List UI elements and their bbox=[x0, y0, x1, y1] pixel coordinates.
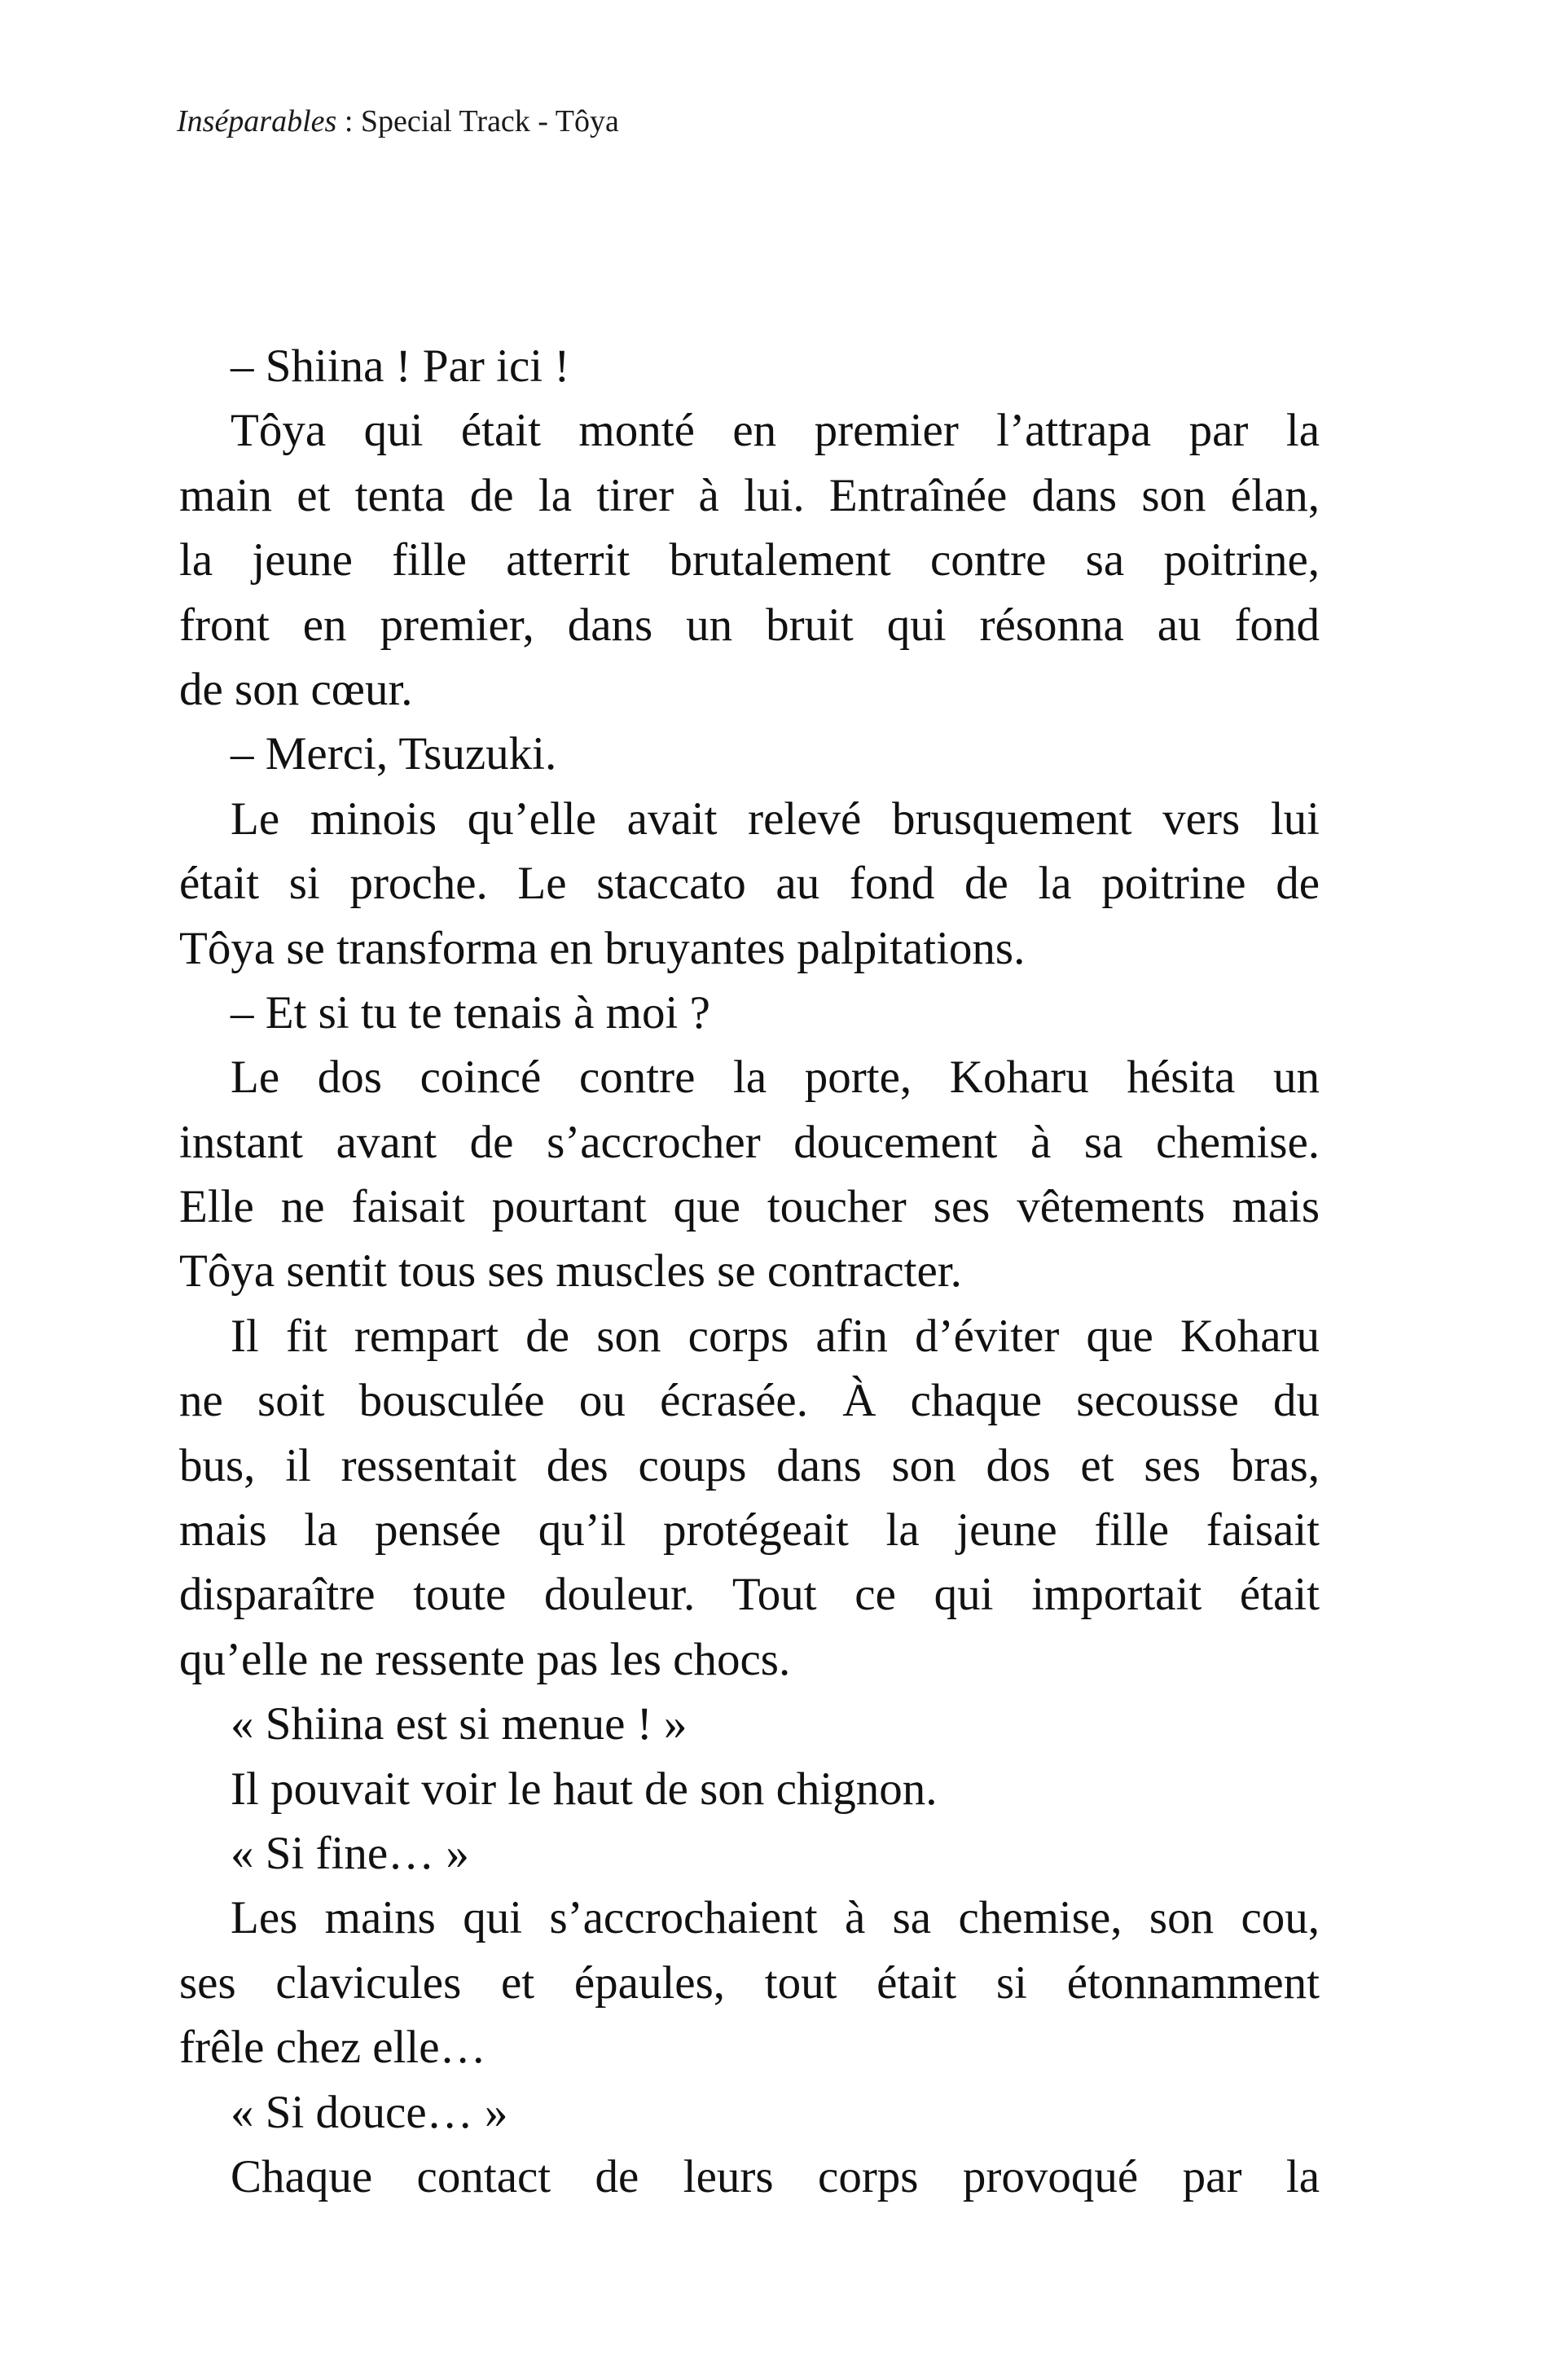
text-line: instant avant de s’accrocher doucement à sa chemise. bbox=[179, 1116, 1320, 1168]
text-line: – Shiina ! Par ici ! bbox=[231, 340, 570, 392]
text-line: main et tenta de la tirer à lui. Entraînée dans son élan, bbox=[179, 469, 1320, 521]
book-title: Inséparables bbox=[177, 104, 337, 138]
text-line: était si proche. Le staccato au fond de la poitrine de bbox=[179, 858, 1320, 910]
text-line: Le minois qu’elle avait relevé brusquement vers lui bbox=[231, 793, 1320, 845]
text-line: « Si fine… » bbox=[231, 1827, 469, 1879]
header-separator: : bbox=[336, 104, 361, 138]
text-line: Le dos coincé contre la porte, Koharu hésita un bbox=[231, 1052, 1320, 1104]
text-line: Chaque contact de leurs corps provoqué par la bbox=[231, 2150, 1320, 2202]
text-line: bus, il ressentait des coups dans son dos et ses bras, bbox=[179, 1439, 1320, 1491]
text-line: la jeune fille atterrit brutalement contre sa poitrine, bbox=[179, 534, 1320, 586]
text-line: « Shiina est si menue ! » bbox=[231, 1698, 688, 1750]
text-line: mais la pensée qu’il protégeait la jeune fille faisait bbox=[179, 1504, 1320, 1557]
text-line: Il fit rempart de son corps afin d’éviter que Koharu bbox=[231, 1310, 1320, 1362]
text-line: – Et si tu te tenais à moi ? bbox=[231, 986, 710, 1039]
text-line: Tôya qui était monté en premier l’attrapa par la bbox=[231, 405, 1320, 457]
text-line: ses clavicules et épaules, tout était si étonnamment bbox=[179, 1956, 1320, 2009]
text-line: frêle chez elle… bbox=[179, 2022, 486, 2074]
chapter-subtitle: Special Track - Tôya bbox=[360, 104, 619, 138]
text-line: front en premier, dans un bruit qui résonna au fond bbox=[179, 599, 1320, 651]
text-line: qu’elle ne ressente pas les chocs. bbox=[179, 1633, 791, 1685]
text-line: Tôya se transforma en bruyantes palpitations. bbox=[179, 922, 1026, 974]
text-line: Il pouvait voir le haut de son chignon. bbox=[231, 1763, 938, 1815]
text-line: disparaître toute douleur. Tout ce qui importait était bbox=[179, 1569, 1320, 1621]
text-line: Les mains qui s’accrochaient à sa chemise, son cou, bbox=[231, 1892, 1320, 1944]
text-line: « Si douce… » bbox=[231, 2086, 508, 2138]
running-header bbox=[177, 101, 619, 142]
page-body-text bbox=[179, 334, 1320, 2209]
text-line: – Merci, Tsuzuki. bbox=[231, 728, 557, 780]
text-line: Tôya sentit tous ses muscles se contracter. bbox=[179, 1245, 962, 1298]
text-line: Elle ne faisait pourtant que toucher ses vêtements mais bbox=[179, 1181, 1320, 1233]
text-line: ne soit bousculée ou écrasée. À chaque secousse du bbox=[179, 1375, 1320, 1427]
text-line: de son cœur. bbox=[179, 663, 413, 715]
